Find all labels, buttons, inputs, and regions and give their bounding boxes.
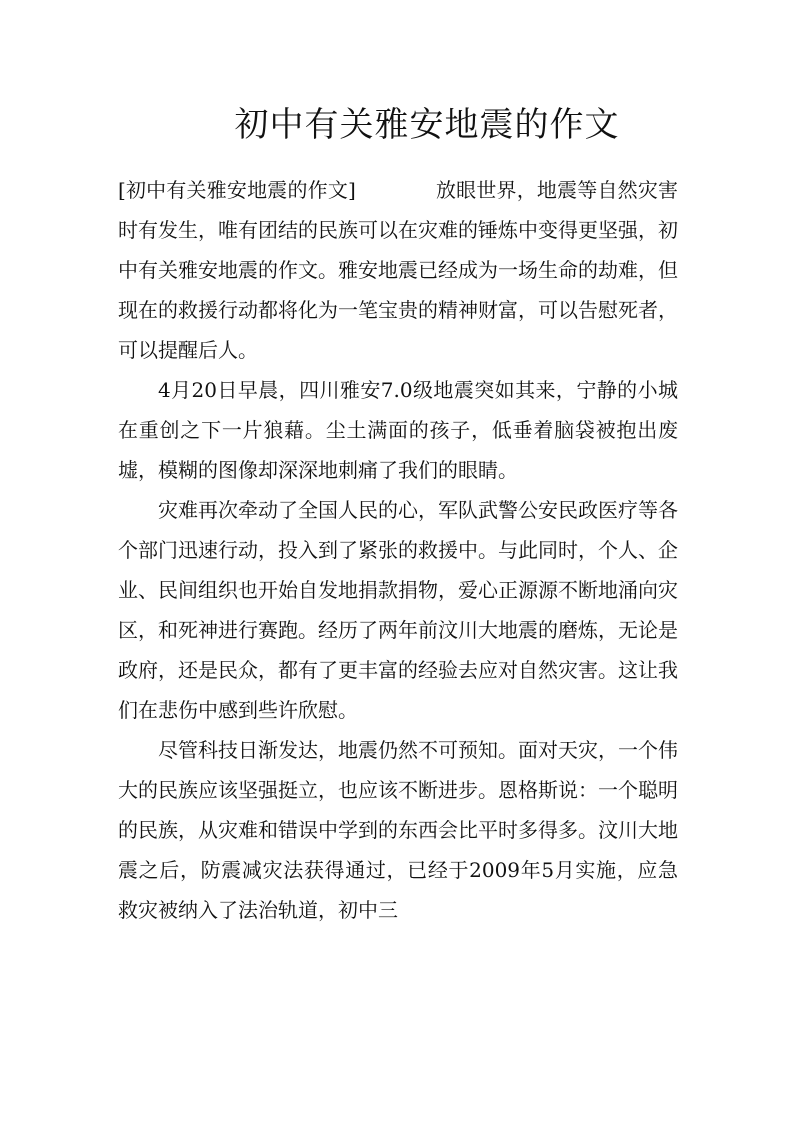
intro-text: 放眼世界，地震等自然灾害时有发生，唯有团结的民族可以在灾难的锤炼中变得更坚强，初中有关雅安地震的作文。雅安地震已经成为一场生命的劫难，但现在的救援行动都将化为一笔宝贵的精神财富，可以告慰死者，可以提醒后人。 — [118, 178, 679, 362]
intro-paragraph — [118, 170, 678, 370]
document-title: 初中有关雅安地震的作文 — [234, 105, 620, 145]
document-body — [118, 170, 678, 930]
intro-label: [初中有关雅安地震的作文] — [118, 178, 356, 202]
paragraph-3: 尽管科技日渐发达，地震仍然不可预知。面对天灾，一个伟大的民族应该坚强挺立，也应该不断进步。恩格斯说：一个聪明的民族，从灾难和错误中学到的东西会比平时多得多。汶川大地震之后，防震减灾法获得通过，已经于2009年5月实施，应急救灾被纳入了法治轨道，初中三 — [118, 738, 678, 922]
paragraph-1: 4月20日早晨，四川雅安7.0级地震突如其来，宁静的小城在重创之下一片狼藉。尘土满面的孩子，低垂着脑袋被抱出废墟，模糊的图像却深深地刺痛了我们的眼睛。 — [118, 378, 678, 482]
paragraph-2: 灾难再次牵动了全国人民的心，军队武警公安民政医疗等各个部门迅速行动，投入到了紧张的救援中。与此同时，个人、企业、民间组织也开始自发地捐款捐物，爱心正源源不断地涌向灾区，和死神进行赛跑。经历了两年前汶川大地震的磨炼，无论是政府，还是民众，都有了更丰富的经验去应对自然灾害。这让我们在悲伤中感到些许欣慰。 — [118, 498, 678, 722]
